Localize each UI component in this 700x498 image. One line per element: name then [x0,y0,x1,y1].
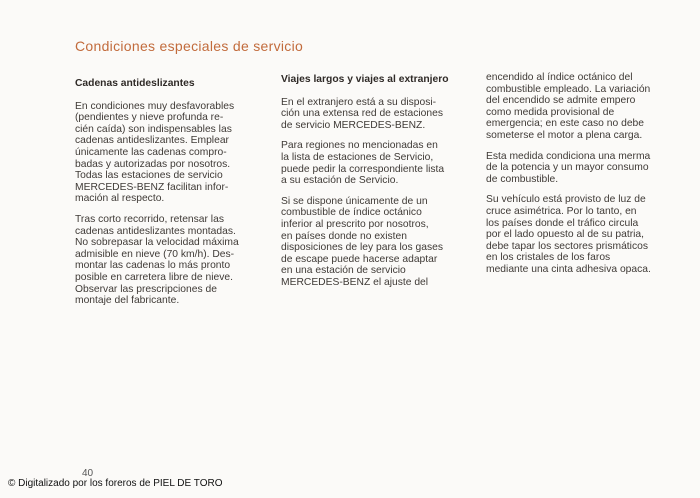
text-line: emergencia; en este caso no debe [486,118,644,130]
paragraph [486,194,686,275]
text-line: únicamente las cadenas compro- [75,146,227,158]
text-line: montaje del fabricante. [75,295,180,307]
text-line: Su vehículo está provisto de luz de [486,194,646,206]
paragraph [486,72,686,142]
text-line: cadenas antideslizantes. Emplear [75,135,229,147]
footer-credit: © Digitalizado por los foreros de PIEL DE TORO [8,478,223,489]
text-line: cadenas antideslizantes montadas. [75,225,236,237]
text-line: Tras corto recorrido, retensar las [75,213,224,225]
paragraph [281,97,476,132]
column-body [75,101,270,307]
paragraph [486,151,686,186]
text-line: mación al respecto. [75,193,165,205]
text-line: ción una extensa red de estaciones [281,108,444,120]
text-line: de la potencia y un mayor consumo [486,162,649,174]
text-line: inferior al prescrito por nosotros, [281,218,429,230]
text-line: someterse el motor a plena carga. [486,129,643,141]
page-number: 40 [82,468,94,479]
text-line: de escape puede hacerse adaptar [281,253,438,265]
text-line: Observar las prescripciones de [75,283,217,295]
text-line: cién caída) son indispensables las [75,123,232,135]
text-line: en una estación de servicio [281,265,406,277]
page-title: Condiciones especiales de servicio [75,38,304,54]
text-line: No sobrepasar la velocidad máxima [75,237,239,249]
text-line: MERCEDES-BENZ facilitan infor- [75,181,229,193]
section-heading: Viajes largos y viajes al extranjero [281,74,449,85]
text-line: del encendido se admite empero [486,95,636,107]
section-heading: Cadenas antideslizantes [75,78,195,89]
text-line: a su estación de Servicio. [281,175,399,187]
text-line: Todas las estaciones de servicio [75,170,223,182]
text-line: de combustible. [486,173,559,185]
text-line: posible en carretera libre de nieve. [75,271,233,283]
column-2 [281,72,476,298]
column-body [281,97,476,289]
text-line: cruce asimétrica. Por lo tanto, en [486,205,637,217]
text-line: admisible en nieve (70 km/h). Des- [75,248,235,260]
text-line: Esta medida condiciona una merma [486,150,651,162]
text-line: mediante una cinta adhesiva opaca. [486,263,651,275]
column-1 [75,72,270,316]
text-line: la lista de estaciones de Servicio, [281,151,434,163]
paragraph [281,196,476,289]
text-line: badas y autorizadas por nosotros. [75,158,231,170]
text-line: en países donde no existen [281,230,407,242]
text-line: (pendientes y nieve profunda re- [75,112,224,124]
text-line: de servicio MERCEDES-BENZ. [281,119,426,131]
text-line: MERCEDES-BENZ el ajuste del [281,276,429,288]
text-line: puede pedir la correspondiente lista [281,163,445,175]
text-line: Para regiones no mencionadas en [281,140,438,152]
text-line: combustible de índice octánico [281,207,422,219]
text-line: como medida provisional de [486,106,615,118]
text-line: debe tapar los sectores prismáticos [486,240,648,252]
text-line: encendido al índice octánico del [486,72,633,83]
text-line: en los cristales de los faros [486,252,611,264]
paragraph [75,214,270,307]
text-line: Si se dispone únicamente de un [281,195,428,207]
text-line: por el lado opuesto al de su patria, [486,229,644,241]
paragraph [75,101,270,205]
text-line: combustible empleado. La variación [486,83,651,95]
column-body [486,72,686,276]
text-line: montar las cadenas lo más pronto [75,260,231,272]
column-3 [486,72,686,285]
text-line: En el extranjero está a su disposi- [281,96,437,108]
text-line: En condiciones muy desfavorables [75,100,235,112]
paragraph [281,140,476,186]
text-line: los países donde el tráfico circula [486,217,639,229]
text-line: disposiciones de ley para los gases [281,242,443,254]
